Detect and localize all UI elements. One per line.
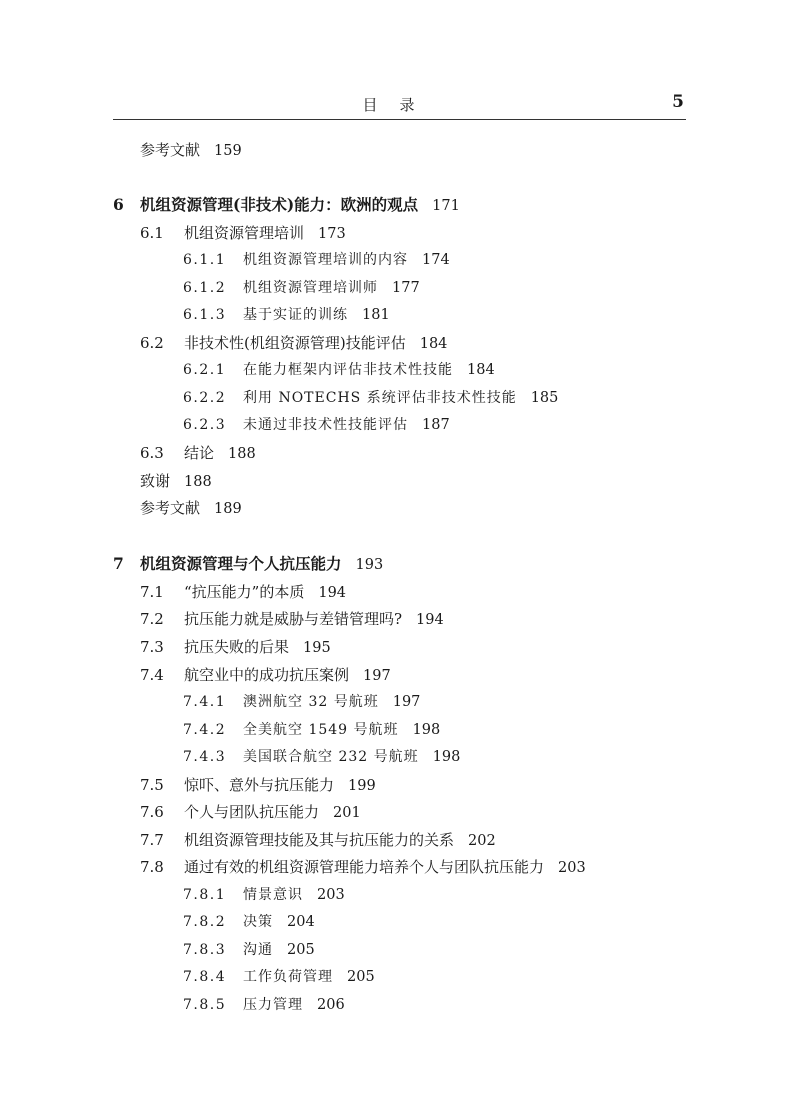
toc-title: “抗压能力”的本质 (184, 583, 305, 601)
toc-page-number: 197 (363, 668, 391, 684)
toc-title: 抗压失败的后果 (184, 638, 290, 656)
running-header (113, 86, 686, 120)
toc-page-number: 197 (392, 694, 421, 710)
toc-page-number: 188 (228, 446, 256, 462)
toc-number: 7.4.1 (183, 694, 227, 710)
toc-page-number: 159 (214, 143, 242, 159)
toc-number: 7.7 (140, 831, 164, 849)
toc-title: 机组资源管理培训 (184, 224, 305, 242)
toc-number: 6.2 (140, 334, 164, 352)
toc-number: 6.1.3 (183, 307, 227, 323)
toc-section (140, 857, 586, 879)
toc-subsection (183, 995, 345, 1017)
toc-title: 决策 (243, 914, 273, 930)
toc-title: 利用 NOTECHS 系统评估非技术性技能 (243, 390, 517, 406)
toc-page-number: 174 (422, 252, 450, 268)
toc-title: 基于实证的训练 (243, 307, 348, 323)
toc-page-number: 203 (558, 860, 586, 876)
toc-number: 7.8.5 (183, 997, 227, 1013)
toc-number: 6.1 (140, 224, 164, 242)
toc-title: 抗压能力就是威胁与差错管理吗? (184, 610, 403, 628)
toc-number: 7.4.3 (183, 749, 227, 765)
toc-page-number: 198 (412, 722, 441, 738)
toc-page-number: 204 (287, 914, 315, 930)
toc-number: 6.2.3 (183, 417, 227, 433)
toc-page-number: 184 (419, 336, 448, 352)
toc-page-number: 203 (317, 887, 345, 903)
toc-subsection (183, 278, 420, 300)
toc-page-number: 194 (318, 585, 347, 601)
toc-number: 6.2.2 (183, 390, 227, 406)
toc-page-number: 198 (432, 749, 461, 765)
toc-section (140, 582, 346, 604)
toc-page-number: 171 (432, 198, 460, 214)
toc-page-number: 205 (287, 942, 315, 958)
toc-page-number: 199 (348, 778, 376, 794)
toc-chapter (113, 554, 383, 576)
toc-page-number: 205 (347, 969, 375, 985)
toc-number: 6.1.1 (183, 252, 227, 268)
toc-section (140, 802, 361, 824)
toc-title: 致谢 (140, 472, 171, 490)
toc-number: 6.3 (140, 444, 164, 462)
toc-number: 7.4.2 (183, 722, 227, 738)
toc-subsection (183, 360, 495, 382)
toc-subsection (183, 967, 375, 989)
toc-title: 参考文献 (140, 141, 201, 159)
toc-title: 个人与团队抗压能力 (184, 803, 320, 821)
toc-title: 航空业中的成功抗压案例 (184, 666, 350, 684)
toc-subsection (183, 940, 315, 962)
toc-number: 6.1.2 (183, 280, 227, 296)
toc-section (140, 223, 346, 245)
toc-subsection (183, 305, 390, 327)
toc-section (140, 830, 496, 852)
toc-number: 7.6 (140, 803, 164, 821)
toc-title: 情景意识 (243, 887, 303, 903)
toc-section (140, 665, 391, 687)
toc-number: 6.2.1 (183, 362, 227, 378)
toc-section (140, 140, 242, 162)
toc-page-number: 177 (392, 280, 420, 296)
toc-title: 机组资源管理培训的内容 (243, 252, 408, 268)
toc-title: 惊吓、意外与抗压能力 (184, 776, 335, 794)
toc-title: 澳洲航空 32 号航班 (243, 694, 379, 710)
toc-subsection (183, 250, 450, 272)
toc-section (140, 775, 376, 797)
toc-title: 非技术性(机组资源管理)技能评估 (184, 334, 406, 352)
toc-page-number: 181 (362, 307, 390, 323)
toc-page-number: 184 (467, 362, 495, 378)
toc-page-number: 188 (184, 474, 212, 490)
toc-subsection (183, 692, 420, 714)
toc-title: 未通过非技术性技能评估 (243, 417, 408, 433)
toc-page-number: 187 (422, 417, 450, 433)
toc-title: 机组资源管理与个人抗压能力 (140, 554, 342, 573)
toc-title: 工作负荷管理 (243, 969, 333, 985)
header-title: 目录 (362, 96, 437, 114)
toc-page-number: 194 (416, 612, 444, 628)
toc-section (140, 498, 242, 520)
toc-chapter (113, 195, 460, 217)
toc-number: 7.1 (140, 583, 164, 601)
toc-number: 7.8.4 (183, 969, 227, 985)
toc-title: 机组资源管理技能及其与抗压能力的关系 (184, 831, 455, 849)
toc-section (140, 443, 256, 465)
toc-section (140, 609, 444, 631)
toc-number: 7.3 (140, 638, 164, 656)
toc-title: 机组资源管理(非技术)能力：欧洲的观点 (140, 195, 419, 214)
toc-number: 7.8.1 (183, 887, 227, 903)
toc-number: 6 (113, 195, 124, 214)
toc-page-number: 201 (333, 805, 361, 821)
toc-title: 在能力框架内评估非技术性技能 (243, 362, 453, 378)
toc-number: 7.8.3 (183, 942, 227, 958)
toc-title: 结论 (184, 444, 215, 462)
toc-title: 美国联合航空 232 号航班 (243, 749, 419, 765)
toc-title: 机组资源管理培训师 (243, 280, 378, 296)
toc-page-number: 193 (355, 557, 384, 573)
toc-number: 7.2 (140, 610, 164, 628)
toc-number: 7.8 (140, 858, 164, 876)
toc-page-number: 206 (317, 997, 345, 1013)
toc-page-number: 202 (468, 833, 496, 849)
toc-section (140, 471, 212, 493)
toc-page-number: 195 (303, 640, 331, 656)
toc-page-number: 185 (530, 390, 559, 406)
toc-number: 7.8.2 (183, 914, 227, 930)
toc-page-number: 189 (214, 501, 242, 517)
toc-number: 7.5 (140, 776, 164, 794)
toc-subsection (183, 720, 440, 742)
toc-number: 7.4 (140, 666, 164, 684)
toc-page-number: 173 (318, 226, 346, 242)
toc-subsection (183, 388, 558, 410)
toc-subsection (183, 885, 345, 907)
toc-section (140, 637, 331, 659)
toc-subsection (183, 415, 450, 437)
toc-subsection (183, 747, 460, 769)
toc-title: 通过有效的机组资源管理能力培养个人与团队抗压能力 (184, 858, 545, 876)
page-number: 5 (672, 92, 684, 112)
toc-title: 压力管理 (243, 997, 303, 1013)
toc-number: 7 (113, 554, 124, 573)
toc-subsection (183, 912, 315, 934)
toc-title: 全美航空 1549 号航班 (243, 722, 399, 738)
toc-title: 参考文献 (140, 499, 201, 517)
toc-section (140, 333, 447, 355)
toc-title: 沟通 (243, 942, 273, 958)
